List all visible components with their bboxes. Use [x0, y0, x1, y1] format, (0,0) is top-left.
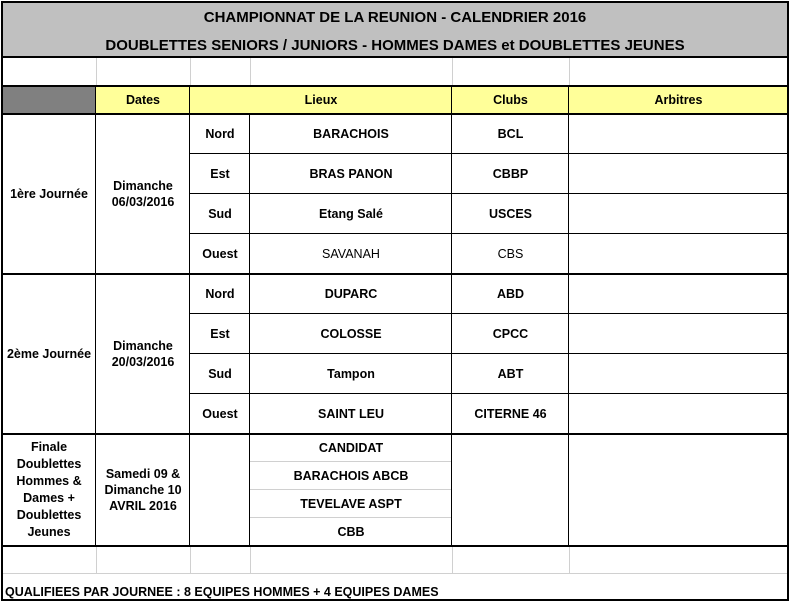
border — [95, 86, 96, 546]
zone-cell: Est — [210, 327, 230, 341]
club-cell: ABT — [497, 367, 524, 381]
journee-label: 2ème Journée — [6, 347, 92, 361]
border — [1, 273, 789, 275]
border — [1, 433, 789, 435]
border — [189, 86, 190, 546]
border — [190, 233, 788, 234]
header-clubs: Clubs — [493, 93, 528, 107]
finale-lieu: BARACHOIS ABCB — [293, 468, 409, 483]
border — [451, 86, 452, 546]
border — [1, 545, 789, 547]
gridline — [190, 546, 191, 574]
border — [1, 85, 789, 87]
border — [1, 599, 789, 601]
border — [1, 1, 789, 3]
journee-label: 1ère Journée — [10, 187, 88, 201]
lieu-cell: BRAS PANON — [309, 167, 393, 181]
lieu-cell: COLOSSE — [320, 327, 382, 341]
club-cell: CBS — [497, 247, 524, 261]
club-cell: BCL — [497, 127, 524, 141]
gridline — [452, 58, 453, 86]
border — [190, 153, 788, 154]
lieu-cell: Tampon — [327, 367, 375, 381]
border — [190, 313, 788, 314]
lieu-cell: SAINT LEU — [318, 407, 384, 421]
gridline — [250, 546, 251, 574]
finale-label: Finale Doublettes Hommes & Dames + Doublettes Jeunes — [16, 440, 82, 539]
lieu-cell: BARACHOIS — [313, 127, 389, 141]
club-cell: ABD — [496, 287, 525, 301]
border — [190, 353, 788, 354]
border — [568, 86, 569, 546]
border — [1, 56, 789, 58]
lieu-cell: SAVANAH — [322, 247, 380, 261]
gridline — [2, 573, 788, 574]
lieu-cell: Etang Salé — [319, 207, 383, 221]
club-cell: CPCC — [492, 327, 529, 341]
zone-cell: Ouest — [202, 407, 238, 421]
finale-lieu: CANDIDAT — [318, 440, 384, 455]
zone-cell: Ouest — [202, 247, 238, 261]
header-corner — [2, 86, 96, 114]
header-arbitres: Arbitres — [654, 93, 703, 107]
page-subtitle: DOUBLETTES SENIORS / JUNIORS - HOMMES DAMES et DOUBLETTES JEUNES — [105, 36, 685, 54]
gridline — [569, 546, 570, 574]
border — [190, 393, 788, 394]
finale-date: Samedi 09 & Dimanche 10 AVRIL 2016 — [104, 467, 182, 513]
header-lieux: Lieux — [304, 93, 338, 107]
finale-lieu: TEVELAVE ASPT — [300, 496, 402, 511]
page-title: CHAMPIONNAT DE LA REUNION - CALENDRIER 2016 — [203, 8, 587, 26]
zone-cell: Sud — [208, 207, 232, 221]
club-cell: CBBP — [492, 167, 529, 181]
gridline — [96, 58, 97, 86]
gridline — [190, 58, 191, 86]
border — [1, 1, 3, 601]
journee-date: Dimanche 06/03/2016 — [111, 179, 175, 209]
zone-cell: Nord — [205, 287, 235, 301]
gridline — [250, 58, 251, 86]
border — [787, 1, 789, 601]
header-dates: Dates — [125, 93, 161, 107]
club-cell: USCES — [488, 207, 533, 221]
zone-cell: Nord — [205, 127, 235, 141]
gridline — [569, 58, 570, 86]
lieu-cell: DUPARC — [324, 287, 378, 301]
border — [1, 113, 789, 115]
zone-cell: Est — [210, 167, 230, 181]
finale-lieu: CBB — [337, 525, 365, 539]
journee-date: Dimanche 20/03/2016 — [111, 339, 175, 369]
zone-cell: Sud — [208, 367, 232, 381]
footer-note: QUALIFIEES PAR JOURNEE : 8 EQUIPES HOMMES + 4 EQUIPES DAMES — [5, 585, 439, 599]
border — [249, 114, 250, 546]
gridline — [96, 546, 97, 574]
gridline — [452, 546, 453, 574]
border — [190, 193, 788, 194]
club-cell: CITERNE 46 — [474, 407, 547, 421]
